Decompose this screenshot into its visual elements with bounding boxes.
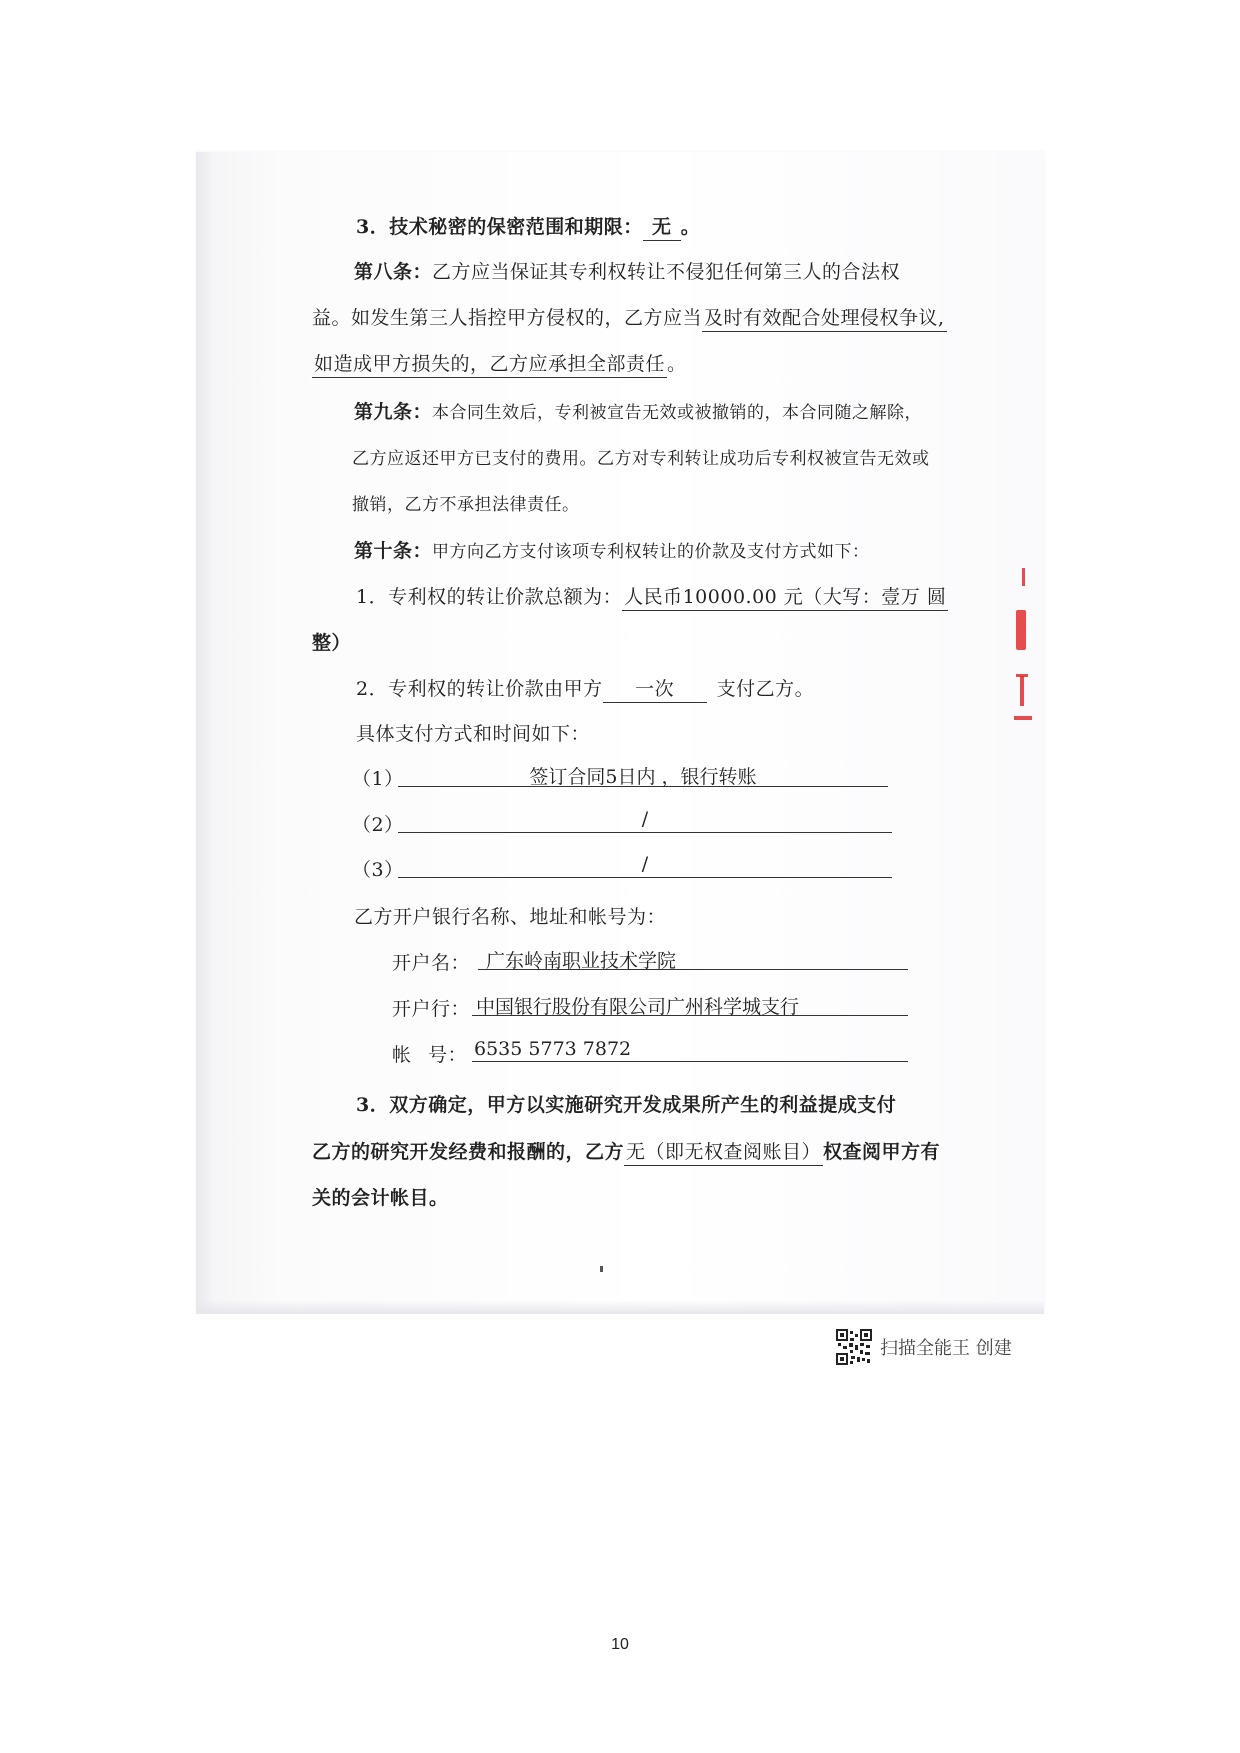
art10-text1: 甲方向乙方支付该项专利权转让的价款及支付方式如下： [432,542,870,562]
seal-fragment-4 [1016,674,1028,677]
seal-fragment-5 [1014,716,1032,720]
watermark-text: 扫描全能王 创建 [880,1338,1012,1359]
clause3-line2 [312,1137,940,1166]
acct-name-label: 开户名： [392,952,471,974]
art9-text1: 本合同生效后，专利被宣告无效或被撤销的，本合同随之解除， [432,403,923,423]
art8-line1 [354,257,900,284]
pay2-value: 一次 [603,674,707,703]
acct-name-value: 广东岭南职业技术学院 [478,946,908,970]
item3-line [356,212,700,241]
clause3-line3: 关的会计帐目。 [312,1187,449,1209]
pay2-label: 2．专利权的转让价款由甲方 [356,678,603,700]
pay1-line [356,582,948,611]
bank-intro: 乙方开户银行名称、地址和帐号为： [354,906,667,928]
sched1-value: 签订合同5日内 ，银行转账 [398,762,888,787]
bank-label: 开户行： [392,998,471,1020]
art8-text3b: 。 [667,353,687,375]
clause3-text2a: 乙方的研究开发经费和报酬的，乙方 [312,1141,625,1163]
scan-mark [600,1266,603,1272]
item3-label: 3．技术秘密的保密范围和期限： [356,216,643,238]
sched2-label: （2） [352,814,404,836]
sched3-value: / [398,853,892,878]
clause3-line1: 3．双方确定，甲方以实施研究开发成果所产生的利益提成支付 [356,1094,897,1116]
acct-no-value: 6535 5773 7872 [472,1038,908,1062]
art8-text1: 乙方应当保证其专利权转让不侵犯任何第三人的合法权 [432,261,901,283]
clause3-text2c: 权查阅甲方有 [823,1141,941,1163]
sched3-label: （3） [352,859,404,881]
seal-fragment-2 [1016,610,1026,650]
art9-line1 [354,397,922,424]
art8-line2 [312,303,947,332]
art8-text2b: 及时有效配合处理侵权争议, [702,303,947,332]
sched1-label: （1） [352,768,404,790]
scanner-watermark [836,1328,1012,1366]
item3-value: 无 [643,212,681,241]
art9-line3: 撤销，乙方不承担法律责任。 [352,495,580,515]
seal-fragment-3 [1020,676,1024,706]
art8-line3 [312,349,687,378]
bank-value: 中国银行股份有限公司广州科学城支行 [472,992,908,1016]
art10-line1 [354,536,870,563]
pay2-end: 支付乙方。 [716,678,815,700]
scan-bottom-edge [196,1300,1044,1314]
pay1-label: 1．专利权的转让价款总额为： [356,586,623,608]
qr-code-icon [836,1329,872,1365]
sched2-value: / [398,808,892,833]
clause3-text2b: 无（即无权查阅账目） [624,1137,823,1166]
acct-no-label: 帐 号： [392,1044,468,1066]
art8-text3a: 如造成甲方损失的，乙方应承担全部责任 [312,349,667,378]
page-number: 10 [611,1636,629,1653]
art10-title: 第十条： [354,540,433,562]
seal-fragment-1 [1022,568,1025,586]
art9-title: 第九条： [354,401,433,423]
pay2-line [356,674,814,703]
art8-title: 第八条： [354,261,433,283]
scan-edge-shadow [196,152,214,1312]
item3-end: 。 [680,216,701,238]
pay1-value: 人民币10000.00 元（大写：壹万 圆 [622,582,948,611]
art8-text2a: 益。如发生第三人指控甲方侵权的，乙方应当 [312,307,703,329]
pay-detail: 具体支付方式和时间如下： [356,723,591,745]
art9-line2: 乙方应返还甲方已支付的费用。乙方对专利转让成功后专利权被宣告无效或 [352,449,930,469]
pay1-end: 整） [312,632,352,654]
